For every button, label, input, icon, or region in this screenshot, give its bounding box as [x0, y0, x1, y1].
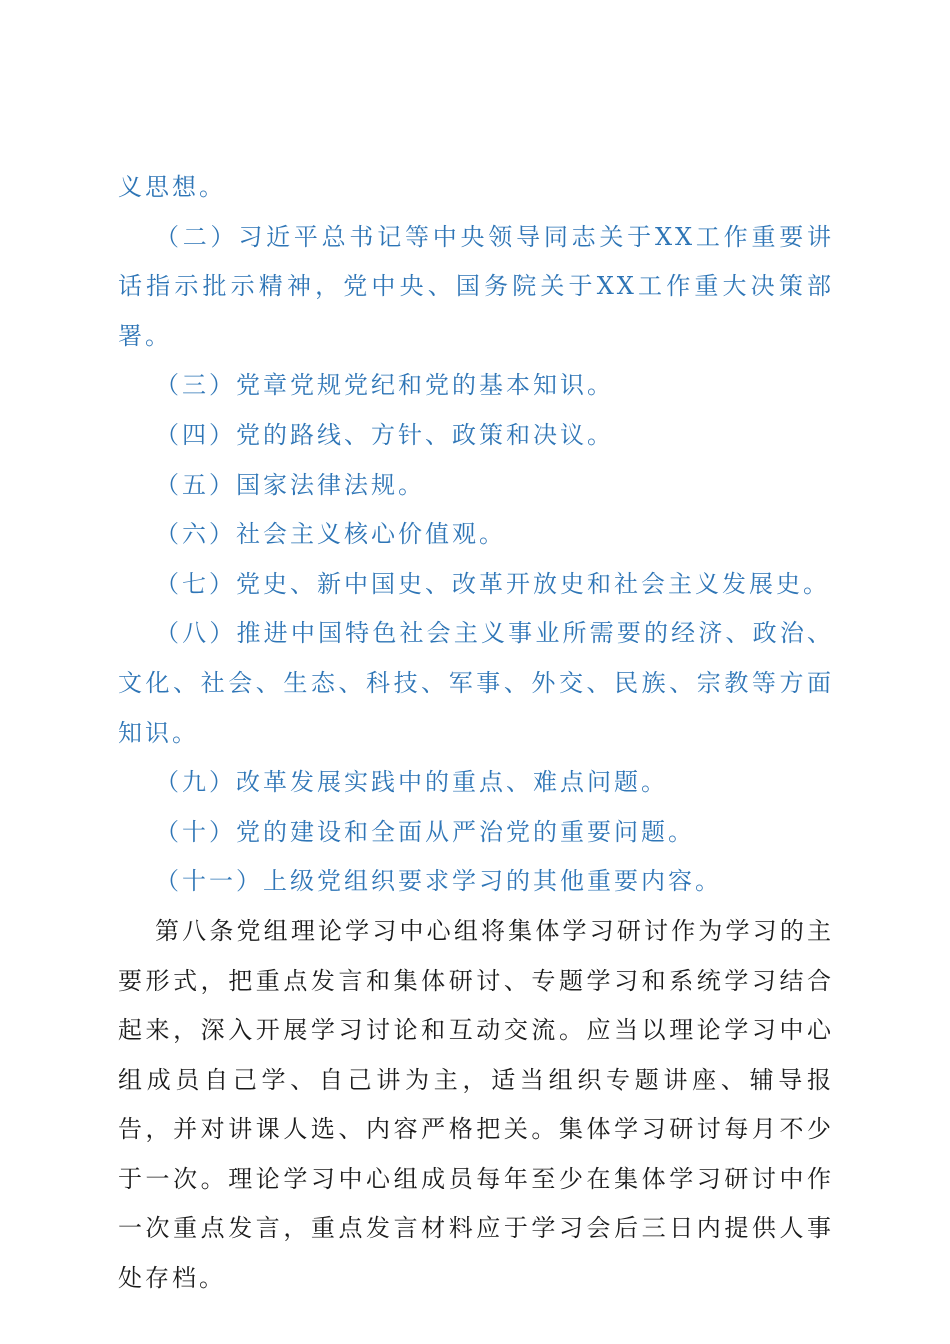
list-item-8: （八）推进中国特色社会主义事业所需要的经济、政治、文化、社会、生态、科技、军事、外交、民族、宗教等方面知识。 — [118, 619, 834, 747]
document-body — [118, 163, 834, 1304]
list-item-4: （四）党的路线、方针、政策和决议。 — [155, 420, 614, 449]
list-item-7: （七）党史、新中国史、改革开放史和社会主义发展史。 — [155, 569, 830, 598]
paragraph-continuation: 义思想。 — [118, 173, 226, 201]
article-8-paragraph: 第八条党组理论学习中心组将集体学习研讨作为学习的主要形式，把重点发言和集体研讨、专题学习和系统学习结合起来，深入开展学习讨论和互动交流。应当以理论学习中心组成员自己学、自己讲为主，适当组织专题讲座、辅导报告，并对讲课人选、内容严格把关。集体学习研讨每月不少于一次。理论学习中心组成员每年至少在集体学习研讨中作一次重点发言，重点发言材料应于学习会后三日内提供人事处存档。 — [118, 916, 834, 1293]
list-item-5: （五）国家法律法规。 — [155, 470, 425, 499]
list-item-10: （十）党的建设和全面从严治党的重要问题。 — [155, 817, 695, 846]
list-item-11: （十一）上级党组织要求学习的其他重要内容。 — [155, 867, 722, 896]
list-item-2: （二）习近平总书记等中央领导同志关于XX工作重要讲话指示批示精神，党中央、国务院关于XX工作重大决策部署。 — [118, 222, 834, 350]
list-item-3: （三）党章党规党纪和党的基本知识。 — [155, 371, 614, 400]
list-item-9: （九）改革发展实践中的重点、难点问题。 — [155, 768, 668, 797]
list-item-6: （六）社会主义核心价值观。 — [155, 520, 506, 549]
